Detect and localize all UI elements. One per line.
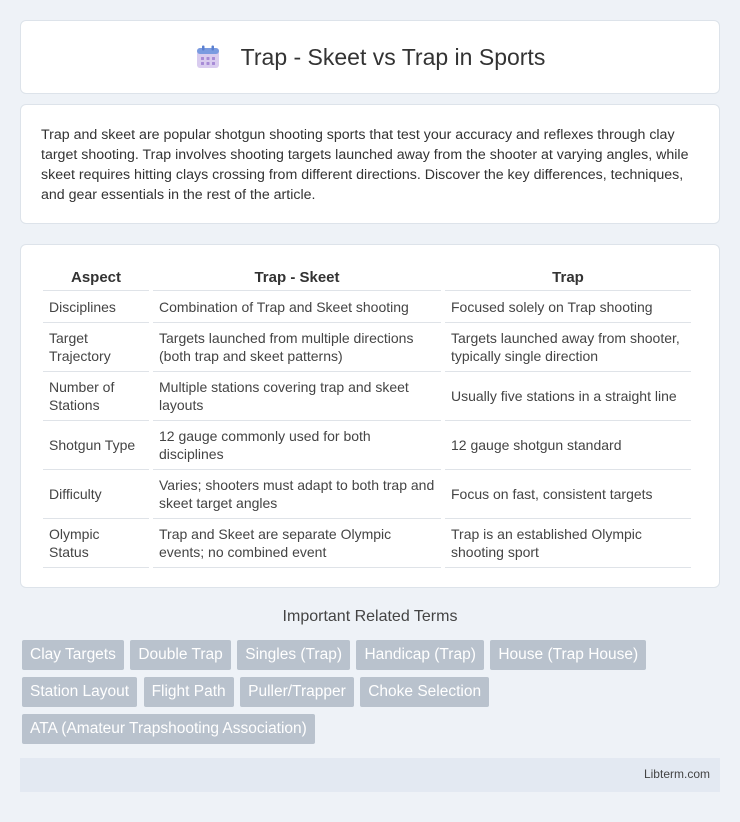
- calendar-icon: [195, 44, 221, 70]
- related-terms-list: [22, 640, 722, 751]
- tag-singles-trap[interactable]: Singles (Trap): [237, 640, 350, 670]
- table-row: [43, 291, 691, 323]
- tag-clay-targets[interactable]: Clay Targets: [22, 640, 124, 670]
- tag-ata[interactable]: ATA (Amateur Trapshooting Association): [22, 714, 315, 744]
- tag-choke-selection[interactable]: Choke Selection: [360, 677, 489, 707]
- tag-handicap-trap[interactable]: Handicap (Trap): [356, 640, 483, 670]
- table-cell: Difficulty: [43, 470, 149, 519]
- table-cell: Target Trajectory: [43, 323, 149, 372]
- footer-link[interactable]: Libterm.com: [643, 767, 710, 781]
- table-cell: Number of Stations: [43, 372, 149, 421]
- table-cell: Trap is an established Olympic shooting sport: [445, 519, 691, 568]
- table-cell: 12 gauge shotgun standard: [445, 421, 691, 470]
- table-cell: Multiple stations covering trap and skeet layouts: [153, 372, 441, 421]
- tag-puller-trapper[interactable]: Puller/Trapper: [240, 677, 354, 707]
- table-cell: Shotgun Type: [43, 421, 149, 470]
- tag-house-trap-house[interactable]: House (Trap House): [490, 640, 646, 670]
- header-trap-skeet: Trap - Skeet: [153, 267, 441, 291]
- header-trap: Trap: [445, 267, 691, 291]
- table-cell: Varies; shooters must adapt to both trap and skeet target angles: [153, 470, 441, 519]
- page-title: Trap - Skeet vs Trap in Sports: [240, 43, 546, 70]
- intro-card: [20, 104, 720, 224]
- tag-flight-path[interactable]: Flight Path: [144, 677, 234, 707]
- table-row: [43, 372, 691, 421]
- table-row: [43, 519, 691, 568]
- table-cell: Focused solely on Trap shooting: [445, 291, 691, 323]
- tag-station-layout[interactable]: Station Layout: [22, 677, 137, 707]
- table-cell: Focus on fast, consistent targets: [445, 470, 691, 519]
- table-cell: Olympic Status: [43, 519, 149, 568]
- footer: [20, 758, 720, 792]
- table-row: [43, 421, 691, 470]
- table-cell: Targets launched away from shooter, typically single direction: [445, 323, 691, 372]
- table-cell: 12 gauge commonly used for both disciplines: [153, 421, 441, 470]
- table-cell: Disciplines: [43, 291, 149, 323]
- table-cell: Targets launched from multiple directions (both trap and skeet patterns): [153, 323, 441, 372]
- related-terms-title: Important Related Terms: [282, 608, 458, 625]
- header-card: [20, 20, 720, 94]
- table-header-row: [43, 267, 691, 291]
- comparison-table: [39, 267, 695, 568]
- tag-double-trap[interactable]: Double Trap: [130, 640, 230, 670]
- comparison-table-card: [20, 244, 720, 588]
- table-row: [43, 323, 691, 372]
- table-cell: Trap and Skeet are separate Olympic events; no combined event: [153, 519, 441, 568]
- table-row: [43, 470, 691, 519]
- intro-text: Trap and skeet are popular shotgun shooting sports that test your accuracy and reflexes through clay target shooting. Trap involves shooting targets launched away from the shooter at varying angles, while skeet requires hitting clays crossing from different directions. Discover the key differences, techniques, and gear essentials in the rest of the article.: [41, 127, 689, 203]
- table-cell: Usually five stations in a straight line: [445, 372, 691, 421]
- header-aspect: Aspect: [43, 267, 149, 291]
- table-cell: Combination of Trap and Skeet shooting: [153, 291, 441, 323]
